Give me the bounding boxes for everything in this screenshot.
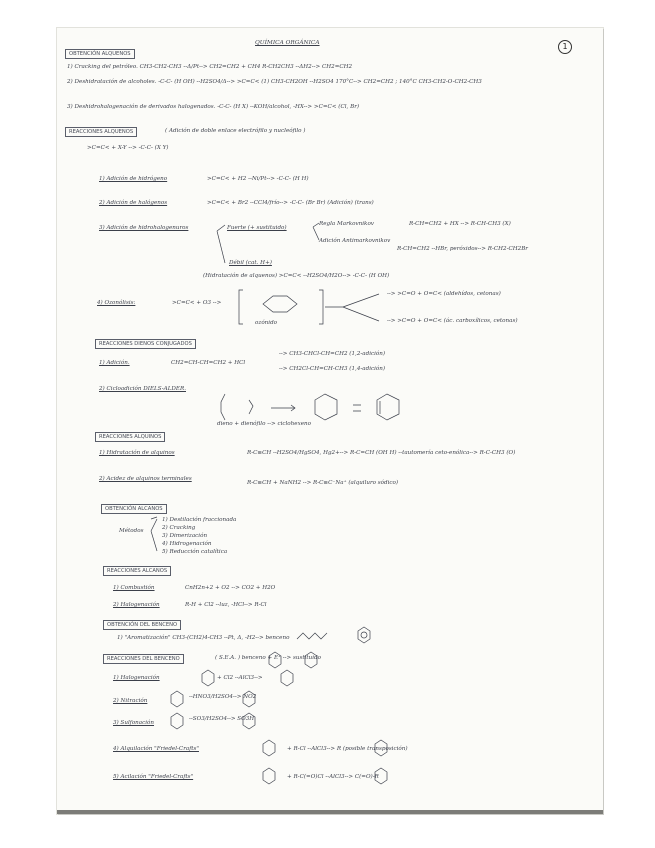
benzene-ring-sulfonacion-product (243, 713, 255, 729)
s2-reaction-4-product-b: --> >C=O + O=C< (ác. carboxílicos, cetonas) (387, 318, 518, 324)
bracket-markovnikov (313, 223, 319, 240)
s4-reaction-2-equation: R-C≡CH + NaNH2 --> R-C≡C⁻Na⁺ (alquiluro sódico) (247, 480, 399, 486)
section-box-obtencion-alcanos: OBTENCIÓN ALCANOS (101, 504, 167, 514)
s2-reaction-4-label: 4) Ozonólisis: (97, 300, 136, 306)
s5-item-5: 5) Reducción catalítica (162, 549, 228, 555)
benzene-ring-acilacion (263, 768, 275, 784)
diels-alder-dienophile (249, 400, 253, 414)
benzene-ring-nitracion (171, 691, 183, 707)
section-box-reacciones-dienos: REACCIONES DIENOS CONJUGADOS (95, 339, 196, 349)
bracket-ozonide-right (319, 290, 323, 324)
s2-reaction-3-antimarkovnikov-eq: R-CH=CH2 --HBr, peróxidos--> R-CH2-CH2Br (397, 246, 528, 252)
s2-reaction-3-markovnikov: Regla Markovnikov (319, 221, 374, 227)
s2-reaction-1-label: 1) Adición de hidrógeno (99, 176, 168, 182)
notebook-page (57, 28, 603, 814)
s1-line-3: 3) Deshidrohalogenación de derivados halogenados. -C-C- (H X) --KOH/alcohol, -HX--> >C=C< (Cl, Br) (67, 104, 360, 110)
s2-reaction-4-product-a: --> >C=O + O=C< (aldehídos, cetonas) (387, 291, 501, 297)
section-box-reacciones-benceno: REACCIONES DEL BENCENO (103, 654, 184, 664)
s6-reaction-1-equation: CnH2n+2 + O2 --> CO2 + H2O (185, 585, 276, 591)
s8-reaction-2-equation: --HNO3/H2SO4--> NO2 (189, 694, 257, 700)
s6-reaction-1-label: 1) Combustión (113, 585, 155, 591)
benzene-ring-sulfonacion (171, 713, 183, 729)
section-box-reacciones-alcanos: REACCIONES ALCANOS (103, 566, 171, 576)
s8-reaction-3-equation: --SO3/H2SO4--> SO3H (189, 716, 255, 722)
handdrawn-structures (57, 28, 603, 814)
s5-item-1: 1) Destilación fraccionada (162, 517, 237, 523)
diels-alder-diene (221, 394, 225, 420)
bracket-reaction-3 (217, 225, 225, 263)
benzene-ring-halogenacion-product (281, 670, 293, 686)
s3-reaction-1-product-14: --> CH2Cl-CH=CH-CH3 (1,4-adición) (279, 366, 386, 372)
diels-alder-arrow (271, 405, 295, 411)
benzene-ring-nitracion-product (243, 691, 255, 707)
s2-reaction-2-equation: >C=C< + Br2 --CCl4/frío--> -C-C- (Br Br) (Adición) (trans) (207, 200, 374, 206)
s8-subtitle: ( S.E.A. ) benceno + E⁺ --> sustituido (215, 655, 321, 661)
section-box-obtencion-benceno: OBTENCIÓN DEL BENCENO (103, 620, 181, 630)
s6-reaction-2-equation: R-H + Cl2 --luz, -HCl--> R-Cl (185, 602, 267, 608)
s3-reaction-1-product-12: --> CH3-CHCl-CH=CH2 (1,2-adición) (279, 351, 386, 357)
s2-reaction-3-antimarkovnikov: Adición Antimarkovnikov (319, 238, 391, 244)
s3-reaction-2-caption: dieno + dienófilo --> ciclohexeno (217, 421, 312, 427)
s8-reaction-4-equation: + R-Cl --AlCl3--> R (posible transposición) (287, 746, 408, 752)
section-box-reacciones-alquinos: REACCIONES ALQUINOS (95, 432, 165, 442)
section-box-reacciones-alquenos: REACCIONES ALQUENOS (65, 127, 137, 137)
section-box-obtencion-alquenos: OBTENCIÓN ALQUENOS (65, 49, 135, 59)
s2-reaction-4-ozonide: ozónido (255, 320, 278, 326)
benzene-ring-halogenacion (202, 670, 214, 686)
s1-line-2: 2) Deshidratación de alcoholes. -C-C- (H OH) --H2SO4/Δ--> >C=C< (1) CH3-CH2OH --H2SO4 170°C--> CH2=CH2 ; 140°C CH3-CH2-O-CH2-CH3 (67, 79, 482, 85)
s8-reaction-2-label: 2) Nitración (113, 698, 148, 704)
ozonide-ring (263, 296, 297, 312)
s2-reaction-3-markovnikov-eq: R-CH=CH2 + HX --> R-CH-CH3 (X) (409, 221, 511, 227)
page-title: QUÍMICA ORGÁNICA (255, 40, 320, 46)
benzene-ring-sea-1 (269, 652, 281, 668)
s6-reaction-2-label: 2) Halogenación (113, 602, 160, 608)
s7-reaction-1-equation: 1) "Aromatización" CH3-(CH2)4-CH3 --Pt, Δ, -H2--> benceno (117, 635, 290, 641)
diels-alder-adduct (315, 394, 337, 420)
s2-general-equation: >C=C< + X-Y --> -C-C- (X Y) (87, 145, 169, 151)
benzene-ring-aromatizacion-circle (361, 632, 367, 638)
s8-reaction-4-label: 4) Alquilación "Friedel-Crafts" (113, 746, 199, 752)
s8-reaction-5-equation: + R-C(=O)Cl --AlCl3--> C(=O)-R (287, 774, 379, 780)
bracket-ozonide-left (239, 290, 243, 324)
s4-reaction-1-equation: R-C≡CH --H2SO4/HgSO4, Hg2+--> R-C=CH (OH H) --tautomería ceto-enólica--> R-C-CH3 (O) (247, 450, 516, 456)
s8-reaction-3-label: 3) Sulfonación (113, 720, 155, 726)
s2-reaction-3-strong: Fuerte (+ sustituido) (227, 225, 287, 231)
s2-reaction-4-equation: >C=C< + O3 --> (172, 300, 222, 306)
equals-sign (353, 405, 361, 411)
page-number: 1 (558, 40, 572, 54)
s2-reaction-3-weak: Débil (cat. H+) (229, 260, 272, 266)
s2-reaction-2-label: 2) Adición de halógenos (99, 200, 168, 206)
benzene-ring-aromatizacion (358, 627, 370, 643)
s5-item-4: 4) Hidrogenación (162, 541, 212, 547)
s2-reaction-3-hydration: (Hidratación de alquenos) >C=C< --H2SO4/H2O--> -C-C- (H OH) (203, 273, 390, 279)
s8-reaction-1-label: 1) Halogenación (113, 675, 160, 681)
s2-reaction-1-equation: >C=C< + H2 --Ni/Pt--> -C-C- (H H) (207, 176, 309, 182)
s1-line-1: 1) Cracking del petróleo. CH3-CH2-CH3 --Δ/Pt--> CH2=CH2 + CH4 R-CH2CH3 --ΔH2--> CH2=CH2 (67, 64, 353, 70)
s3-reaction-1-equation: CH2=CH-CH=CH2 + HCl (171, 360, 246, 366)
s2-subtitle: ( Adición de doble enlace electrófilo y nucleófilo ) (165, 128, 306, 134)
s5-lead: Métodos (119, 528, 144, 534)
s5-item-2: 2) Cracking (162, 525, 196, 531)
bracket-alcanos-metodos (151, 517, 157, 551)
benzene-ring-acilacion-product (375, 768, 387, 784)
s8-reaction-1-equation: + Cl2 --AlCl3--> (217, 675, 263, 681)
s3-reaction-1-label: 1) Adición. (99, 360, 130, 366)
s4-reaction-1-label: 1) Hidratación de alquinos (99, 450, 175, 456)
benzene-ring-alquilacion-product (375, 740, 387, 756)
s2-reaction-3-label: 3) Adición de hidrohalogenuros (99, 225, 189, 231)
hexane-zigzag (297, 633, 327, 639)
benzene-ring-alquilacion (263, 740, 275, 756)
s8-reaction-5-label: 5) Acilación "Friedel-Crafts" (113, 774, 194, 780)
s5-item-3: 3) Dimerización (162, 533, 208, 539)
s3-reaction-2-label: 2) Cicloadición DIELS-ALDER. (99, 386, 186, 392)
ozonolysis-split (325, 294, 379, 321)
s4-reaction-2-label: 2) Acidez de alquinos terminales (99, 476, 192, 482)
benzene-ring-sea-2 (305, 652, 317, 668)
